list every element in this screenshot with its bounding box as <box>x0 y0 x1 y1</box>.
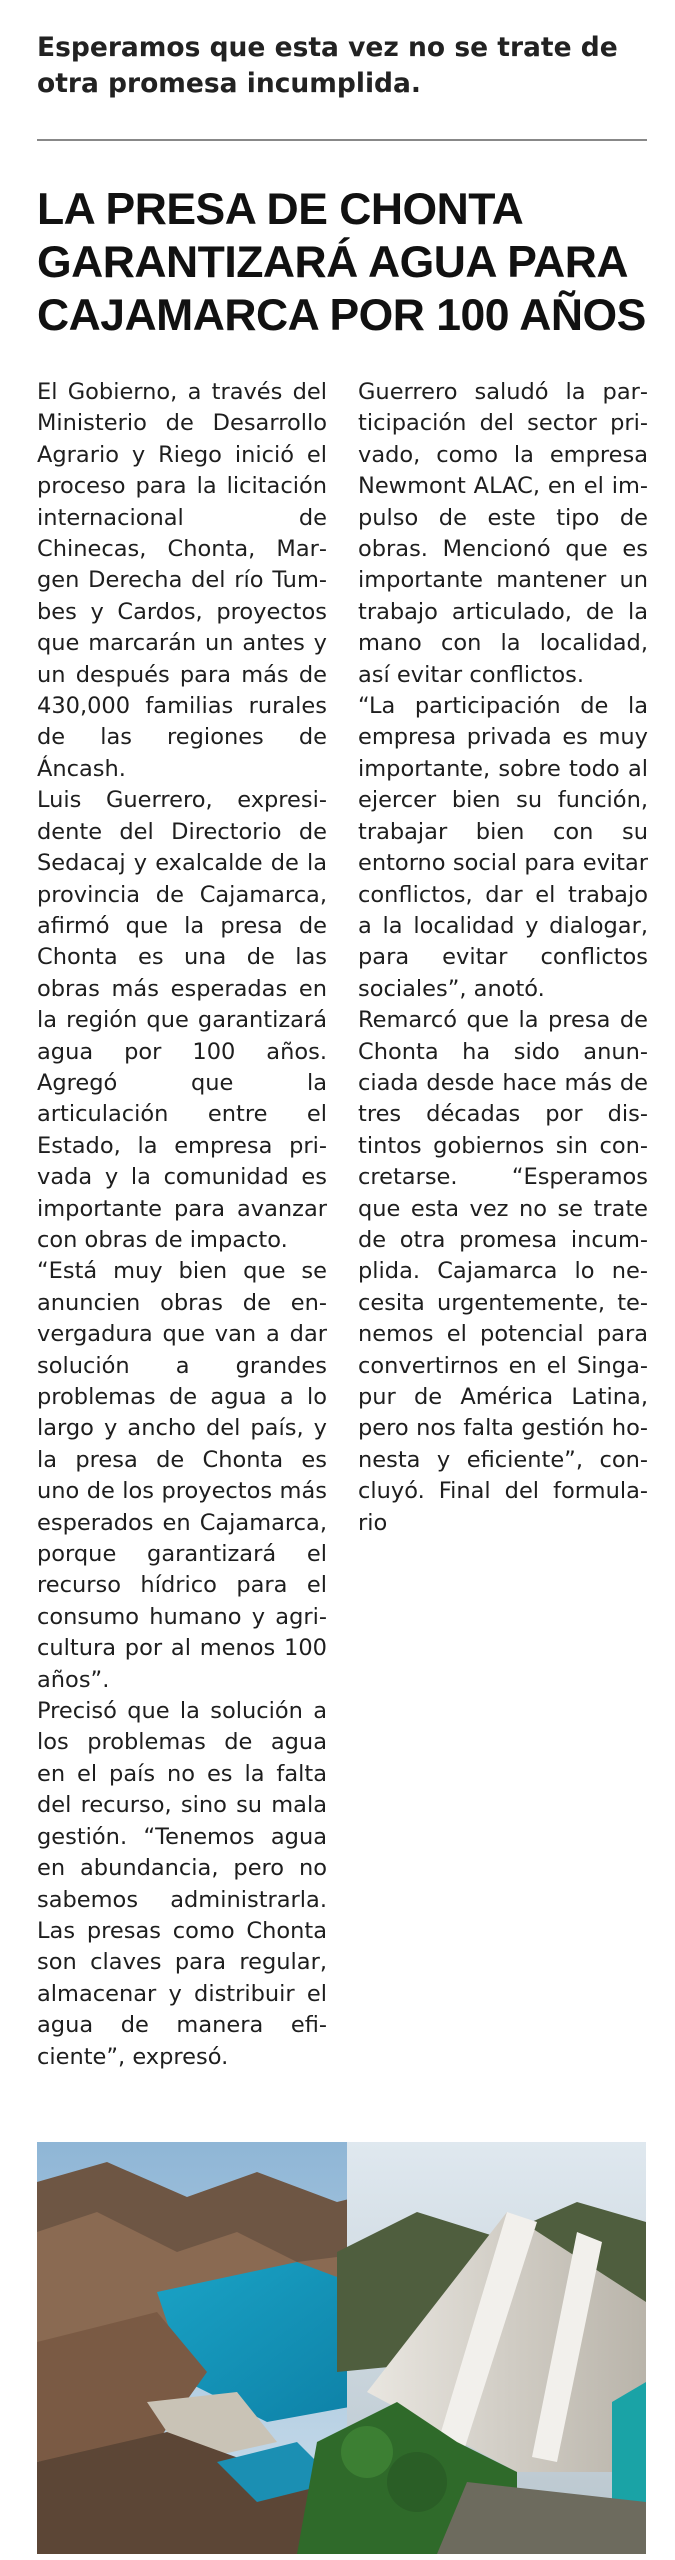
headline-line-1: LA PRESA DE CHONTA <box>37 185 524 234</box>
article-paragraph: “La participación de la empresa privada es muy importante, sobre todo al ejercer bien su función, trabajar bien con su entorno social para evitar conflictos, dar el trabajo a la localidad y dialogar, para evitar conflictos sociales”, anotó. <box>358 693 648 1002</box>
article-paragraph: “Está muy bien que se anuncien obras de envergadura que van a dar solución a grandes problemas de agua a lo largo y ancho del país, y la presa de Chonta es uno de los proyectos más esperados en Cajamarca, porque garantizará el recurso hídrico para el consumo humano y agricultura por al menos 100 años”. <box>37 1258 327 1693</box>
pull-quote: Esperamos que esta vez no se trate de otra promesa incumplida. <box>37 32 618 99</box>
headline-line-2: GARANTIZARÁ AGUA PARA <box>37 238 629 287</box>
divider-rule <box>37 139 647 141</box>
article-paragraph: Remarcó que la presa de Chonta ha sido anunciada desde hace más de tres décadas por distintos gobiernos sin concretarse. “Esperamos que esta vez no se trate de otra promesa incumplida. Cajamarca lo necesita urgentemente, tenemos el potencial para convertirnos en el Singapur de América Latina, pero nos falta gestión honesta y eficiente”, concluyó. Final del formulario <box>358 1007 648 1536</box>
headline <box>37 183 657 342</box>
dam-photo-illustration <box>37 2142 646 2554</box>
dam-photo-collage <box>37 2142 646 2554</box>
tree <box>341 2426 393 2478</box>
headline-line-3: CAJAMARCA POR 100 AÑOS <box>37 291 646 340</box>
article-column-right <box>358 377 648 1539</box>
article-paragraph: Luis Guerrero, expresidente del Directorio de Sedacaj y exalcalde de la provincia de Cajamarca, afirmó que la presa de Chonta es una de las obras más esperadas en la región que garantizará agua por 100 años. Agregó que la articulación entre el Estado, la empresa privada y la comunidad es importante para avanzar con obras de impacto. <box>37 787 327 1253</box>
article-paragraph: El Gobierno, a través del Ministerio de Desarrollo Agrario y Riego inició el proceso para la licitación internacional de Chinecas, Chonta, Margen Derecha del río Tumbes y Cardos, proyectos que marcarán un antes y un después para más de 430,000 familias rurales de las regiones de Áncash. <box>37 379 327 782</box>
article-paragraph: Precisó que la solución a los problemas de agua en el país no es la falta del recurso, sino su mala gestión. “Tenemos agua en abundancia, pero no sabemos administrarla. Las presas como Chonta son claves para regular, almacenar y distribuir el agua de manera eficiente”, expresó. <box>37 1698 327 2070</box>
article-paragraph: Guerrero saludó la participación del sector privado, como la empresa Newmont ALAC, en el impulso de este tipo de obras. Mencionó que es importante mantener un trabajo articulado, de la mano con la localidad, así evitar conflictos. <box>358 379 648 688</box>
tree <box>387 2452 447 2512</box>
article-column-left <box>37 377 327 2073</box>
